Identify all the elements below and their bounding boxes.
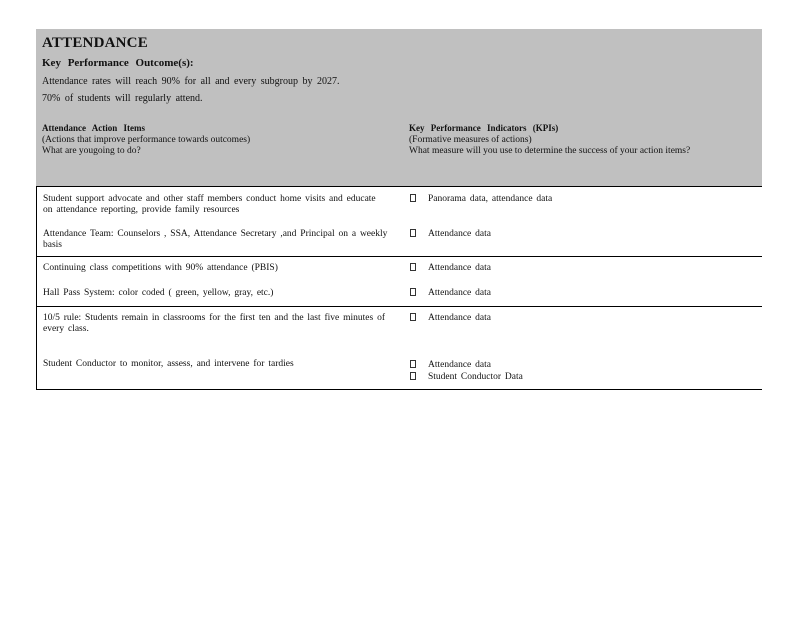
kpi-list	[410, 288, 750, 300]
kpi-item	[410, 313, 750, 325]
bullet-icon	[410, 194, 416, 202]
action-item: 10/5 rule: Students remain in classrooms for the first ten and the last five minutes of every class.	[43, 313, 386, 334]
bullet-icon	[410, 229, 416, 237]
right-column-sub1: (Formative measures of actions)	[409, 134, 532, 145]
action-item: Attendance Team: Counselors , SSA, Attendance Secretary ,and Principal on a weekly basis	[43, 229, 388, 250]
kpi-list	[410, 360, 750, 384]
kpi-list	[410, 263, 750, 275]
outcome-1: Attendance rates will reach 90% for all and every subgroup by 2027.	[42, 76, 340, 87]
bullet-icon	[410, 313, 416, 321]
action-item: Student support advocate and other staff members conduct home visits and educate on attendance reporting, provide family resources	[43, 194, 376, 215]
kpi-item	[410, 194, 750, 206]
right-column-title: Key Performance Indicators (KPIs)	[409, 123, 559, 133]
table-section-3	[36, 307, 762, 390]
left-column-sub2: What are yougoing to do?	[42, 146, 141, 156]
action-item: Continuing class competitions with 90% attendance (PBIS)	[43, 263, 278, 273]
kpi-text: Attendance data	[428, 360, 491, 370]
attendance-table	[36, 29, 762, 390]
left-column-header	[42, 123, 402, 158]
kpi-text: Panorama data, attendance data	[428, 194, 553, 204]
section-title: ATTENDANCE	[42, 35, 148, 51]
right-column-header	[409, 123, 759, 158]
bullet-icon	[410, 360, 416, 368]
action-item: Hall Pass System: color coded ( green, yellow, gray, etc.)	[43, 288, 274, 298]
kpi-item	[410, 263, 750, 275]
kpi-text: Student Conductor Data	[428, 372, 523, 382]
left-column-title: Attendance Action Items	[42, 123, 145, 133]
kpo-label: Key Performance Outcome(s):	[42, 57, 194, 69]
action-item: Student Conductor to monitor, assess, and intervene for tardies	[43, 359, 294, 369]
kpi-item	[410, 229, 750, 241]
bullet-icon	[410, 372, 416, 380]
bullet-icon	[410, 263, 416, 271]
kpi-text: Attendance data	[428, 229, 491, 239]
kpi-text: Attendance data	[428, 313, 491, 323]
kpi-text: Attendance data	[428, 288, 491, 298]
table-section-1	[36, 187, 762, 257]
right-column-sub2: What measure will you use to determine the success of your action items?	[409, 146, 691, 156]
kpi-list	[410, 229, 750, 241]
left-column-sub1: (Actions that improve performance towards outcomes)	[42, 134, 251, 145]
kpi-item	[410, 360, 750, 372]
kpi-list	[410, 194, 750, 206]
kpi-list	[410, 313, 750, 325]
kpi-item	[410, 372, 750, 384]
kpi-item	[410, 288, 750, 300]
table-header	[36, 29, 762, 187]
outcome-2: 70% of students will regularly attend.	[42, 93, 203, 104]
table-section-2	[36, 257, 762, 307]
kpi-text: Attendance data	[428, 263, 491, 273]
bullet-icon	[410, 288, 416, 296]
